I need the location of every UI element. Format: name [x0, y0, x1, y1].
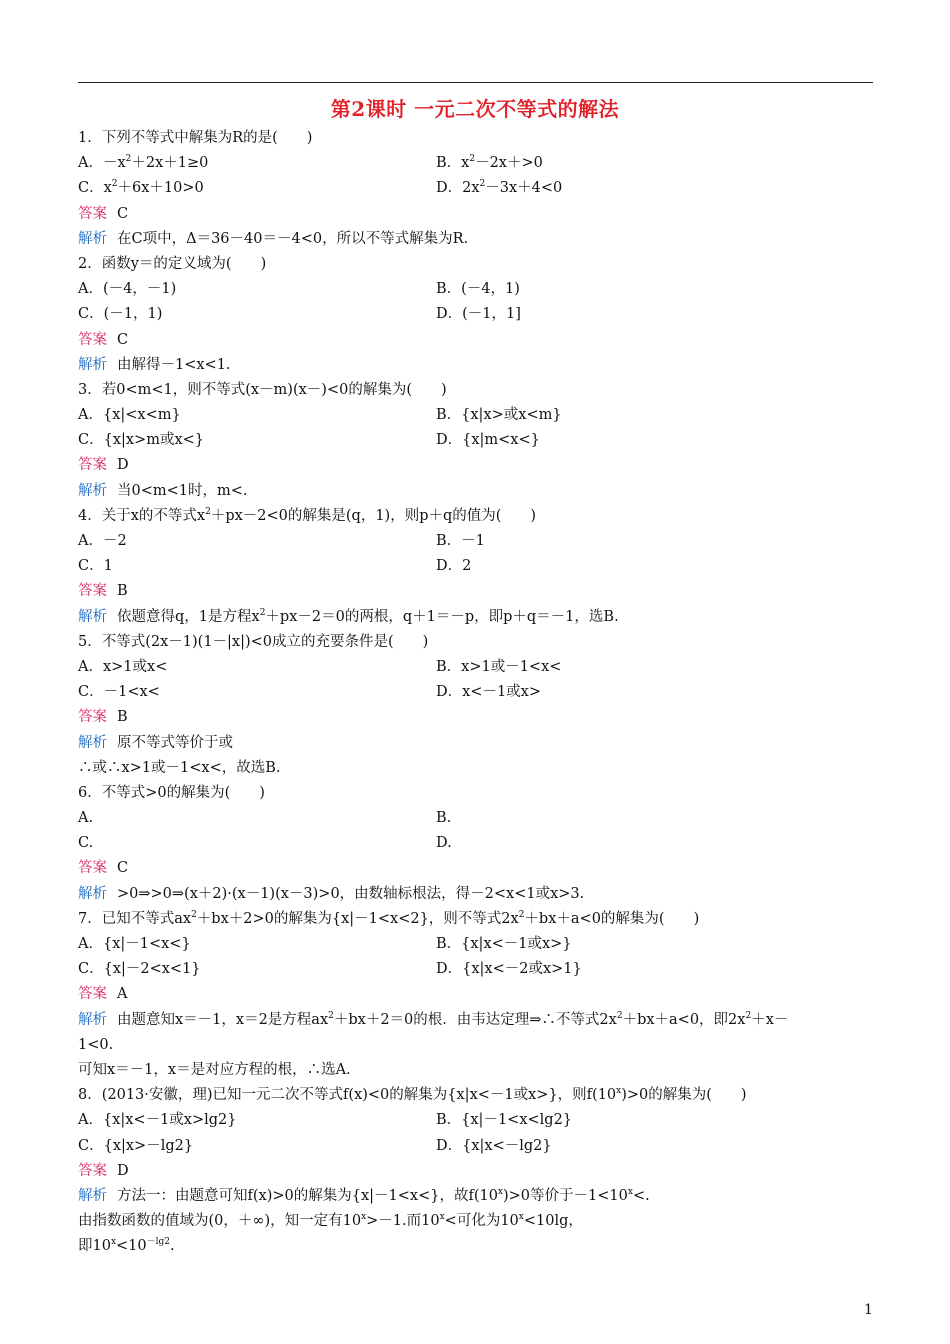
option: D．(－1，1] — [436, 306, 521, 323]
option: D．$2x^2-3x+4<0$ — [436, 179, 563, 197]
answer-line — [78, 453, 878, 478]
explanation-line — [78, 353, 878, 378]
option: C. — [78, 835, 94, 852]
option: A．{x|－1<x<} — [78, 936, 191, 952]
option: C．{x|－2<x<1} — [78, 961, 201, 978]
option: B．－1 — [436, 533, 485, 549]
options-row — [78, 1108, 878, 1133]
superscript: 2 — [745, 1010, 752, 1021]
answer-value: C — [117, 331, 129, 348]
explanation-line — [78, 731, 878, 756]
answer-value: C — [117, 205, 129, 222]
option: D. — [436, 835, 452, 852]
explanation-label: 解析 — [78, 608, 107, 625]
question-stem: 1．下列不等式中解集为R的是( ) — [78, 130, 313, 146]
superscript: 2 — [191, 909, 197, 920]
explanation-text: 在C项中，Δ＝36－40＝－4<0，所以不等式解集为R. — [117, 230, 469, 247]
answer-line — [78, 705, 878, 730]
answer-line — [78, 1159, 878, 1184]
question-stem: 7．已知不等式$ax^2+bx+2>0$的解集为{x|－1<x<2}，则不等式$2x^2+bx+a<0$的解集为( ) — [78, 909, 700, 927]
options-row — [78, 151, 878, 176]
answer-value: C — [117, 860, 129, 877]
explanation-label: 解析 — [78, 1187, 107, 1204]
superscript: 2 — [125, 154, 132, 165]
options-row — [78, 957, 878, 982]
document-body — [78, 126, 878, 1259]
explanation-label: 解析 — [78, 356, 107, 373]
option: A．－2 — [78, 533, 127, 549]
answer-line — [78, 579, 878, 604]
options-row — [78, 680, 878, 705]
answer-label: 答案 — [78, 709, 107, 726]
superscript: x — [518, 1212, 524, 1223]
superscript: x — [110, 1237, 117, 1248]
page-number: 1 — [864, 1302, 873, 1318]
superscript: 2 — [259, 607, 266, 618]
option: B．(－4，1) — [436, 281, 520, 298]
answer-label: 答案 — [78, 583, 107, 600]
answer-label: 答案 — [78, 205, 107, 222]
options-row — [78, 302, 878, 327]
explanation-text: 原不等式等价于或 — [117, 734, 233, 751]
options-row — [78, 1134, 878, 1159]
explanation-text: 由题意知x＝－1，x＝2是方程$ax^2+bx+2=0$的根．由韦达定理⇒∴不等式$2x^2+bx+a<0$，即$2x^2+x-$ — [117, 1010, 789, 1028]
option: C．(－1，1) — [78, 306, 163, 323]
option: C．{x|x>m或x<} — [78, 432, 205, 449]
option: A. — [78, 810, 94, 827]
question-stem: 5．不等式(2x－1)(1－|x|)<0成立的充要条件是( ) — [78, 633, 429, 650]
explanation-text: 1<0. — [78, 1036, 114, 1053]
options-row — [78, 428, 878, 453]
option: B. — [436, 810, 452, 827]
explanation-label: 解析 — [78, 230, 107, 247]
option: A．$-x^2+2x+1\ge 0$ — [78, 154, 209, 172]
options-row — [78, 529, 878, 554]
explanation-text: 当0<m<1时，m<. — [117, 482, 248, 499]
option: D．{x|x<－lg2} — [436, 1137, 552, 1154]
answer-label: 答案 — [78, 860, 107, 877]
explanation-label: 解析 — [78, 482, 107, 499]
explanation-line — [78, 1184, 878, 1209]
answer-value: B — [117, 583, 128, 600]
answer-line — [78, 328, 878, 353]
explanation-label: 解析 — [78, 734, 107, 751]
superscript: 2 — [469, 154, 476, 165]
answer-line — [78, 202, 878, 227]
explanation-line — [78, 882, 878, 907]
superscript: x — [627, 1186, 633, 1197]
option: A．x>1或x< — [78, 658, 168, 675]
options-row — [78, 277, 878, 302]
explanation-text: 由指数函数的值域为(0，＋∞)，知一定有$10^x>-1$.而$10^x<$可化为$10^x<10\lg$， — [78, 1212, 583, 1230]
answer-label: 答案 — [78, 331, 107, 348]
page-title: 第2课时 一元二次不等式的解法 — [330, 97, 620, 121]
answer-label: 答案 — [78, 986, 107, 1003]
explanation-text: 由解得－1<x<1. — [117, 356, 231, 373]
options-row — [78, 176, 878, 201]
options-row — [78, 554, 878, 579]
option: D．{x|m<x<} — [436, 432, 540, 449]
options-row — [78, 403, 878, 428]
options-row — [78, 806, 878, 831]
explanation-line — [78, 479, 878, 504]
explanation-line — [78, 1033, 878, 1058]
option: B．{x|x<－1或x>} — [436, 936, 572, 952]
option: D．{x|x<－2或x>1} — [436, 961, 582, 978]
answer-line — [78, 856, 878, 881]
question-stem: 8．(2013·安徽，理)已知一元二次不等式f(x)<0的解集为{x|x<－1或x>}，则$f(10^x)>0$的解集为( ) — [78, 1086, 747, 1104]
explanation-line — [78, 756, 878, 781]
explanation-text: >0⇒>0⇒(x＋2)·(x－1)(x－3)>0，由数轴标根法，得－2<x<1或x>3. — [117, 885, 585, 902]
question-stem: 6．不等式>0的解集为( ) — [78, 784, 265, 801]
superscript: x — [439, 1212, 445, 1223]
question-stem: 4．关于x的不等式$x^2+px-2<0$的解集是(q，1)，则p＋q的值为( ) — [78, 506, 537, 524]
option: A．{x|<x<m} — [78, 407, 181, 424]
options-row — [78, 831, 878, 856]
superscript: 2 — [616, 1010, 623, 1021]
answer-label: 答案 — [78, 457, 107, 474]
superscript: 2 — [479, 179, 486, 190]
explanation-label: 解析 — [78, 885, 107, 902]
answer-line — [78, 982, 878, 1007]
option: D．2 — [436, 558, 472, 575]
explanation-line — [78, 1058, 878, 1083]
option: C．$x^2+6x+10>0$ — [78, 179, 204, 197]
superscript: 2 — [518, 909, 525, 920]
answer-value: B — [117, 709, 128, 726]
superscript: 2 — [328, 1010, 334, 1021]
superscript: －lg2 — [146, 1237, 171, 1248]
answer-value: A — [117, 986, 128, 1003]
option: C．－1<x< — [78, 684, 160, 701]
superscript: 2 — [205, 506, 211, 517]
option: B．{x|－1<x<lg2} — [436, 1112, 573, 1129]
question-stem: 2．函数y＝的定义域为( ) — [78, 255, 267, 272]
option: A．(－4，－1) — [78, 281, 177, 298]
answer-value: D — [117, 457, 129, 474]
options-row — [78, 655, 878, 680]
superscript: 2 — [111, 179, 118, 190]
explanation-line — [78, 605, 878, 630]
option: C．{x|x>－lg2} — [78, 1137, 194, 1154]
option: C．1 — [78, 558, 113, 575]
option: B．{x|x>或x<m} — [436, 407, 562, 424]
option: A．{x|x<－1或x>lg2} — [78, 1112, 237, 1129]
question-stem: 3．若0<m<1，则不等式(x－m)(x－)<0的解集为( ) — [78, 381, 447, 398]
explanation-text: 即$10^x<10^{-lg2}$. — [78, 1237, 175, 1255]
superscript: x — [497, 1186, 503, 1197]
superscript: x — [616, 1086, 622, 1097]
explanation-label: 解析 — [78, 1011, 107, 1028]
option: B．$x^2-2x+>0$ — [436, 154, 543, 172]
superscript: x — [361, 1212, 367, 1223]
explanation-text: ∴或∴x>1或－1<x<，故选B. — [78, 759, 281, 776]
options-row — [78, 932, 878, 957]
explanation-text: 可知x＝－1，x＝是对应方程的根，∴选A. — [78, 1061, 351, 1078]
explanation-text: 方法一：由题意可知f(x)>0的解集为{x|－1<x<}，故$f(10^x)>0$等价于$-1<10^x<$. — [117, 1186, 650, 1204]
explanation-line — [78, 1008, 878, 1033]
explanation-text: 依题意得q，1是方程$x^2+px-2=0$的两根，q＋1＝－p，即p＋q＝－1，选B. — [117, 607, 619, 625]
explanation-line — [78, 1209, 878, 1234]
answer-value: D — [117, 1162, 129, 1179]
option: D．x<－1或x> — [436, 684, 542, 701]
option: B．x>1或－1<x< — [436, 658, 562, 675]
header-rule — [78, 82, 873, 83]
answer-label: 答案 — [78, 1162, 107, 1179]
explanation-line — [78, 227, 878, 252]
explanation-line — [78, 1234, 878, 1259]
